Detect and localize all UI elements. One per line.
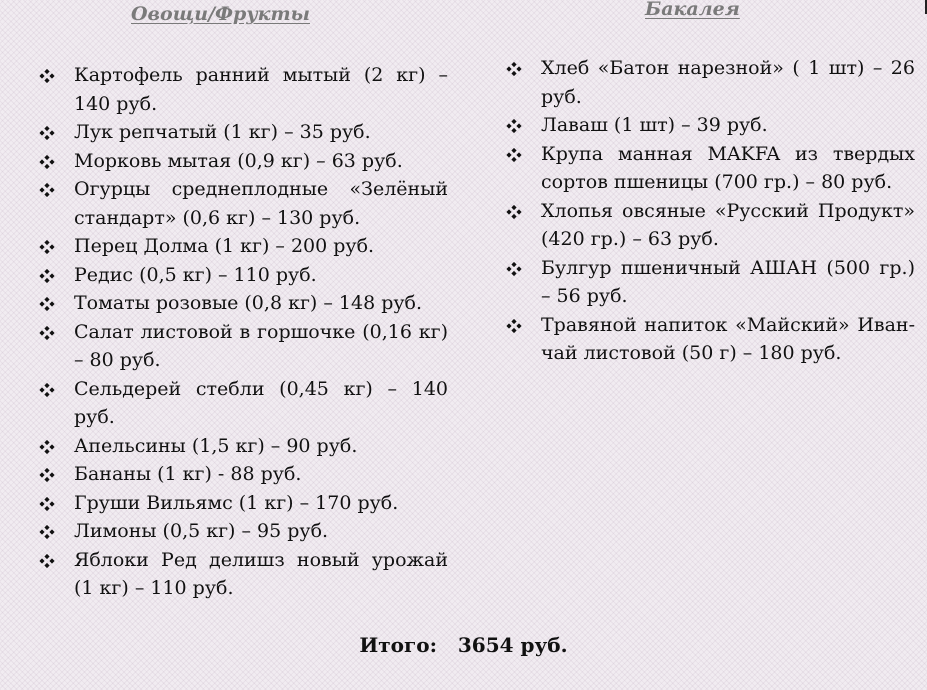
list-item-text: Лаваш (1 шт) – 39 руб. [541,114,768,136]
list-item-text: Апельсины (1,5 кг) – 90 руб. [74,434,358,457]
vegetables-fruits-list [38,61,448,603]
heading-vegetables-fruits: Овощи/Фрукты [131,3,310,25]
list-item-text: Салат листовой в горшочке (0,16 кг) – 80 руб. [74,320,448,371]
diamond-dots-icon [38,468,56,482]
produce-list-item [38,375,448,432]
heading-grocery: Бакалея [645,0,740,20]
diamond-dots-icon [38,155,56,169]
diamond-dots-icon [38,525,56,539]
produce-list-item [38,546,448,603]
diamond-dots-icon [505,62,523,76]
list-item-text: Яблоки Ред делишз новый урожай (1 кг) – 110 руб. [74,548,448,599]
list-item-text: Морковь мытая (0,9 кг) – 63 руб. [74,149,403,172]
produce-list-item [38,147,448,176]
diamond-dots-icon [505,205,523,219]
total-value: 3654 руб. [457,633,568,657]
total-line [0,633,927,657]
list-item-text: Груши Вильямс (1 кг) – 170 руб. [74,491,399,514]
diamond-dots-icon [505,262,523,276]
list-item-text: Огурцы среднеплодные «Зелёный стандарт» (0,6 кг) – 130 руб. [74,178,448,229]
list-item-text: Бананы (1 кг) - 88 руб. [74,463,302,485]
produce-list-item [38,61,448,118]
list-item-text: Хлопья овсяные «Русский Продукт» (420 гр.) – 63 руб. [541,199,915,250]
grocery-list-item [505,311,915,368]
diamond-dots-icon [38,297,56,311]
list-item-text: Лук репчатый (1 кг) – 35 руб. [74,121,371,143]
diamond-dots-icon [38,69,56,83]
produce-list-item [38,232,448,261]
list-item-text: Картофель ранний мытый (2 кг) – 140 руб. [74,64,448,115]
list-item-text: Булгур пшеничный АШАН (500 гр.) – 56 руб. [541,256,915,307]
produce-list-item [38,432,448,461]
diamond-dots-icon [38,383,56,397]
list-item-text: Крупа манная MAKFA из твердых сортов пшеницы (700 гр.) – 80 руб. [541,142,915,193]
diamond-dots-icon [38,269,56,283]
diamond-dots-icon [38,497,56,511]
grocery-list-item [505,254,915,311]
diamond-dots-icon [38,554,56,568]
diamond-dots-icon [38,126,56,140]
list-item-text: Хлеб «Батон нарезной» ( 1 шт) – 26 руб. [541,57,915,108]
produce-list-item [38,489,448,518]
diamond-dots-icon [505,319,523,333]
grocery-list-item [505,197,915,254]
list-item-text: Лимоны (0,5 кг) – 95 руб. [74,520,329,542]
produce-list-item [38,118,448,147]
total-label: Итого: [359,633,437,657]
list-item-text: Сельдерей стебли (0,45 кг) – 140 руб. [74,377,448,428]
produce-list-item [38,289,448,318]
diamond-dots-icon [38,326,56,340]
grocery-list-item [505,54,915,111]
list-item-text: Травяной напиток «Майский» Иван-чай листовой (50 г) – 180 руб. [541,313,915,364]
list-item-text: Томаты розовые (0,8 кг) – 148 руб. [74,292,423,314]
produce-list-item [38,460,448,489]
diamond-dots-icon [38,240,56,254]
produce-list-item [38,261,448,290]
diamond-dots-icon [505,119,523,133]
diamond-dots-icon [38,183,56,197]
produce-list-item [38,318,448,375]
diamond-dots-icon [505,148,523,162]
grocery-list-item [505,111,915,140]
list-item-text: Перец Долма (1 кг) – 200 руб. [74,235,375,257]
diamond-dots-icon [38,440,56,454]
produce-list-item [38,517,448,546]
produce-list-item [38,175,448,232]
grocery-list-item [505,140,915,197]
list-item-text: Редис (0,5 кг) – 110 руб. [74,263,317,286]
grocery-list [505,54,915,368]
